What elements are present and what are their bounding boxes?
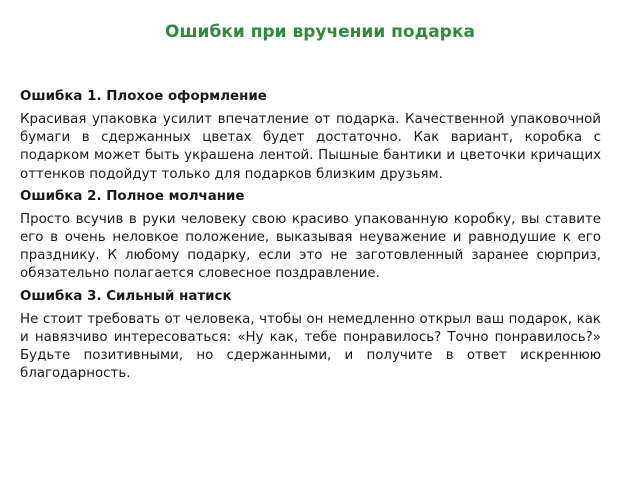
section-heading-1: Ошибка 1. Плохое оформление: [20, 89, 267, 104]
content-body: [20, 88, 601, 387]
section-heading-2: Ошибка 2. Полное молчание: [20, 188, 245, 204]
section-text-1: Красивая упаковка усилит впечатление от подарка. Качественной упаковочной бумаги в сдержанных цветах будет достаточно. Как вариант, коробка с подарком может быть украшена лентой. Пышные бантики и цветочки кричащих оттенков подойдут только для подарков близким друзьям.: [20, 112, 601, 182]
page-title: Ошибки при вручении подарка: [165, 22, 475, 42]
section-heading-3: Ошибка 3. Сильный натиск: [20, 288, 232, 304]
section-text-3: Не стоит требовать от человека, чтобы он немедленно открыл ваш подарок, как и навязчиво интересоваться: «Ну как, тебе понравилось? Точно понравилось?» Будьте позитивными, но сдержанными, и получите в ответ искреннюю благодарность.: [20, 311, 601, 382]
section-text-2: Просто всучив в руки человеку свою красиво упакованную коробку, вы ставите его в очень неловкое положение, выказывая неуважение и равнодушие к его празднику. К любому подарку, если это не заготовленный заранее сюрприз, обязательно полагается словесное поздравление.: [20, 211, 601, 282]
